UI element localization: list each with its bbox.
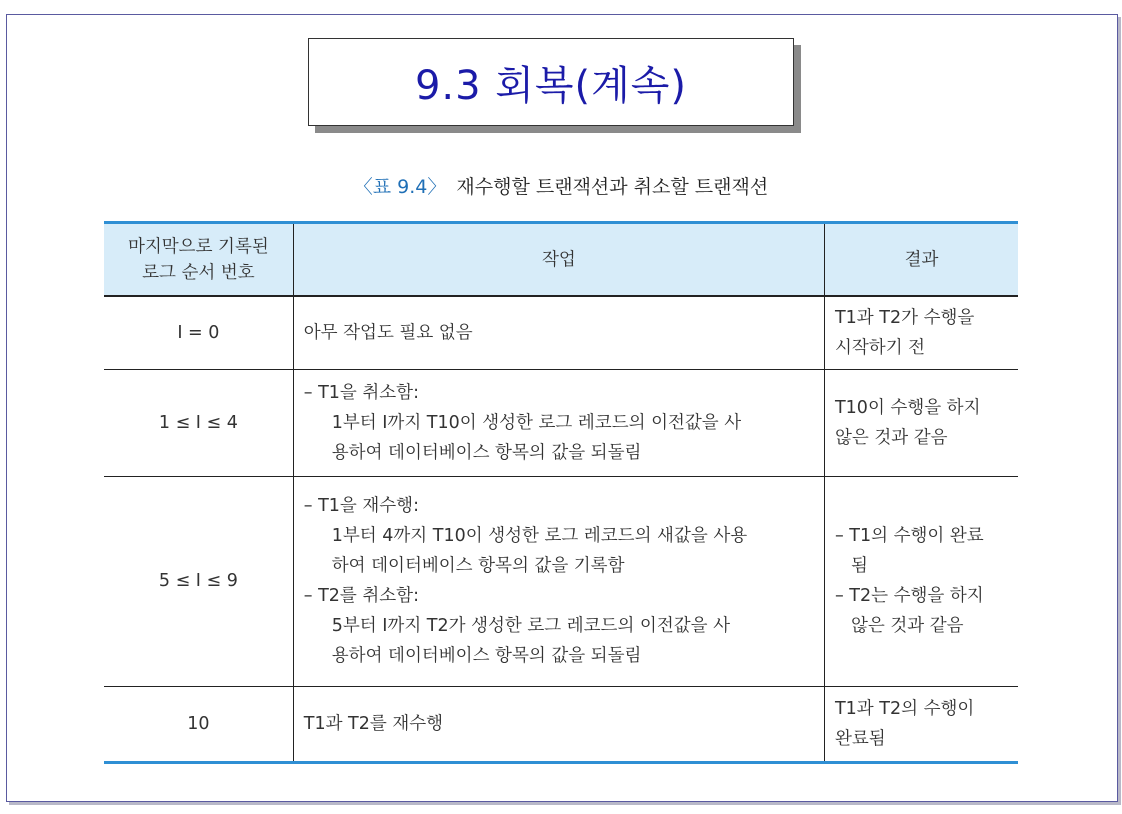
cell-lsn: 1 ≤ I ≤ 4 [104, 369, 293, 476]
cell-action: – T1을 취소함: 1부터 I까지 T10이 생성한 로그 레코드의 이전값을 사 용하여 데이터베이스 항목의 값을 되돌림 [293, 369, 824, 476]
cell-action: T1과 T2를 재수행 [293, 686, 824, 762]
cell-result: T10이 수행을 하지 않은 것과 같음 [824, 369, 1018, 476]
table-row [104, 476, 1018, 686]
table-caption [0, 172, 1122, 199]
cell-result: T1과 T2의 수행이 완료됨 [824, 686, 1018, 762]
cell-action: – T1을 재수행: 1부터 4까지 T10이 생성한 로그 레코드의 새값을 사용 하여 데이터베이스 항목의 값을 기록함 – T2를 취소함: 5부터 I까지 T2가 생성한 로그 레코드의 이전값을 사 용하여 데이터베이스 항목의 값을 되돌림 [293, 476, 824, 686]
cell-result: T1과 T2가 수행을 시작하기 전 [824, 296, 1018, 369]
header-action: 작업 [293, 223, 824, 297]
table-row [104, 296, 1018, 369]
table-row [104, 369, 1018, 476]
cell-result: – T1의 수행이 완료 됨 – T2는 수행을 하지 않은 것과 같음 [824, 476, 1018, 686]
cell-lsn: 10 [104, 686, 293, 762]
cell-lsn: I = 0 [104, 296, 293, 369]
title-box [308, 38, 794, 126]
table-row [104, 686, 1018, 762]
header-lsn: 마지막으로 기록된 로그 순서 번호 [104, 223, 293, 297]
slide-title: 9.3 회복(계속) [414, 62, 688, 109]
table-number: 〈표 9.4〉 [353, 176, 447, 198]
header-result: 결과 [824, 223, 1018, 297]
table-header-row [104, 223, 1018, 297]
recovery-table [104, 221, 1018, 764]
cell-action: 아무 작업도 필요 없음 [293, 296, 824, 369]
cell-lsn: 5 ≤ I ≤ 9 [104, 476, 293, 686]
table-caption-text: 재수행할 트랜잭션과 취소할 트랜잭션 [456, 176, 769, 198]
